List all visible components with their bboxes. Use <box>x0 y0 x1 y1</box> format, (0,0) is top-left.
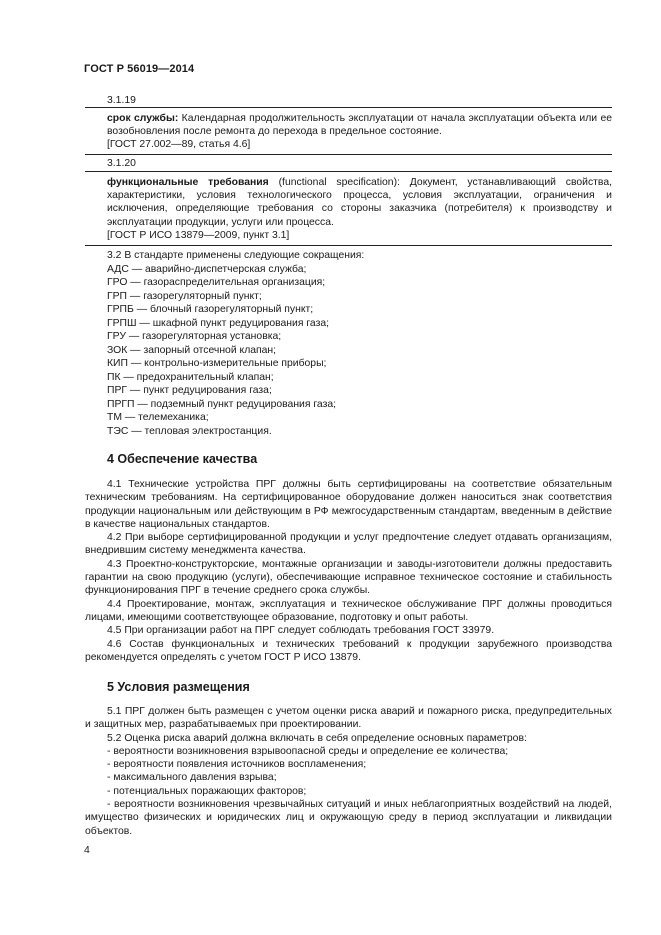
list-item: ТЭС — тепловая электростанция. <box>107 425 272 437</box>
list-item: - максимального давления взрыва; <box>107 772 277 784</box>
term-title: функциональные требования <box>107 177 269 188</box>
paragraph: 5.2 Оценка риска аварий должна включать в себя определение основных параметров: <box>107 732 527 744</box>
paragraph: 4.3 Проектно-конструкторские, монтажные организации и заводы-изготовители должны предоставить гарантии на свою продукцию (услуги), обеспечивающие исправное техническое состояние и стабильность функционирования ПРГ в течение среднего срока службы. <box>85 558 612 597</box>
list-item: - вероятности возникновения взрывоопасной среды и определение ее количества; <box>107 745 509 757</box>
term-reference: [ГОСТ 27.002—89, статья 4.6] <box>107 139 251 150</box>
page-number: 4 <box>84 845 90 856</box>
term-text: Календарная продолжительность эксплуатации от начала эксплуатации объекта или ее возобновления после ремонта до перехода в предельное состояние. <box>107 113 613 137</box>
list-item: АДС — аварийно-диспетчерская служба; <box>107 263 307 275</box>
list-item: ГРО — газораспределительная организация; <box>107 277 326 288</box>
list-item: ТМ — телемеханика; <box>107 412 209 423</box>
section-body <box>85 478 612 664</box>
paragraph: 4.6 Состав функциональных и технических требований к продукции зарубежного производства рекомендуется определять с учетом ГОСТ Р ИСО 13879. <box>85 638 612 663</box>
term-title: срок службы: <box>107 113 179 124</box>
list-item: ЗОК — запорный отсечной клапан; <box>107 344 277 356</box>
list-item: ГРПБ — блочный газорегуляторный пункт; <box>107 304 314 315</box>
paragraph: 5.1 ПРГ должен быть размещен с учетом оценки риска аварий и пожарного риска, предупредительных и защитных мер, разрабатываемых при проектировании. <box>85 706 612 731</box>
section-body <box>85 705 612 838</box>
term-number: 3.1.20 <box>107 158 136 169</box>
term-definition-box <box>85 171 612 246</box>
term-reference: [ГОСТ Р ИСО 13879—2009, пункт 3.1] <box>107 229 290 241</box>
paragraph: 4.4 Проектирование, монтаж, эксплуатация и техническое обслуживание ПРГ должны проводиться лицами, имеющими соответствующее образование, подготовку и опыт работы. <box>85 598 612 623</box>
list-item: - вероятности возникновения чрезвычайных ситуаций и иных неблагоприятных воздействий на людей, имущество физических и юридических лиц и окружающую среду в период эксплуатации и ликвидации объектов. <box>85 799 612 837</box>
paragraph: 4.5 При организации работ на ПРГ следует соблюдать требования ГОСТ 33979. <box>107 625 495 637</box>
abbreviations-intro: 3.2 В стандарте применены следующие сокращения: <box>107 250 365 261</box>
term-number: 3.1.19 <box>107 95 136 106</box>
list-item: ПК — предохранительный клапан; <box>107 371 274 383</box>
abbreviations-list <box>107 249 364 438</box>
list-item: - вероятности появления источников воспламенения; <box>107 759 367 771</box>
term-definition-box <box>85 107 612 155</box>
list-item: КИП — контрольно-измерительные приборы; <box>107 358 327 369</box>
term-text: (functional specification): Документ, устанавливающий свойства, характеристики, условия технологического процесса, условия эксплуатации, ограничения и исключения, определяющие требования со стороны заказчика (потребителя) к производству и эксплуатации продукции, услуги или процесса. <box>107 177 612 228</box>
document-header: ГОСТ Р 56019—2014 <box>84 63 195 75</box>
list-item: - потенциальных поражающих факторов; <box>107 785 307 797</box>
section-heading: 5 Условия размещения <box>107 680 250 694</box>
list-item: ПРГ — пункт редуцирования газа; <box>107 385 272 396</box>
list-item: ГРП — газорегуляторный пункт; <box>107 290 262 302</box>
list-item: ГРПШ — шкафной пункт редуцирования газа; <box>107 317 330 329</box>
section-heading: 4 Обеспечение качества <box>107 452 258 466</box>
list-item: ГРУ — газорегуляторная установка; <box>107 331 282 342</box>
list-item: ПРГП — подземный пункт редуцирования газа; <box>107 398 337 410</box>
paragraph: 4.1 Технические устройства ПРГ должны быть сертифицированы на соответствие обязательным техническим требованиям. На сертифицированное оборудование должен наноситься знак соответствия продукции национальным или действующим в РФ межгосударственным стандартам, введенным в действие в качестве национальных стандартов. <box>85 479 612 530</box>
paragraph: 4.2 При выборе сертифицированной продукции и услуг предпочтение следует отдавать организациям, внедрившим систему менеджмента качества. <box>85 532 612 557</box>
